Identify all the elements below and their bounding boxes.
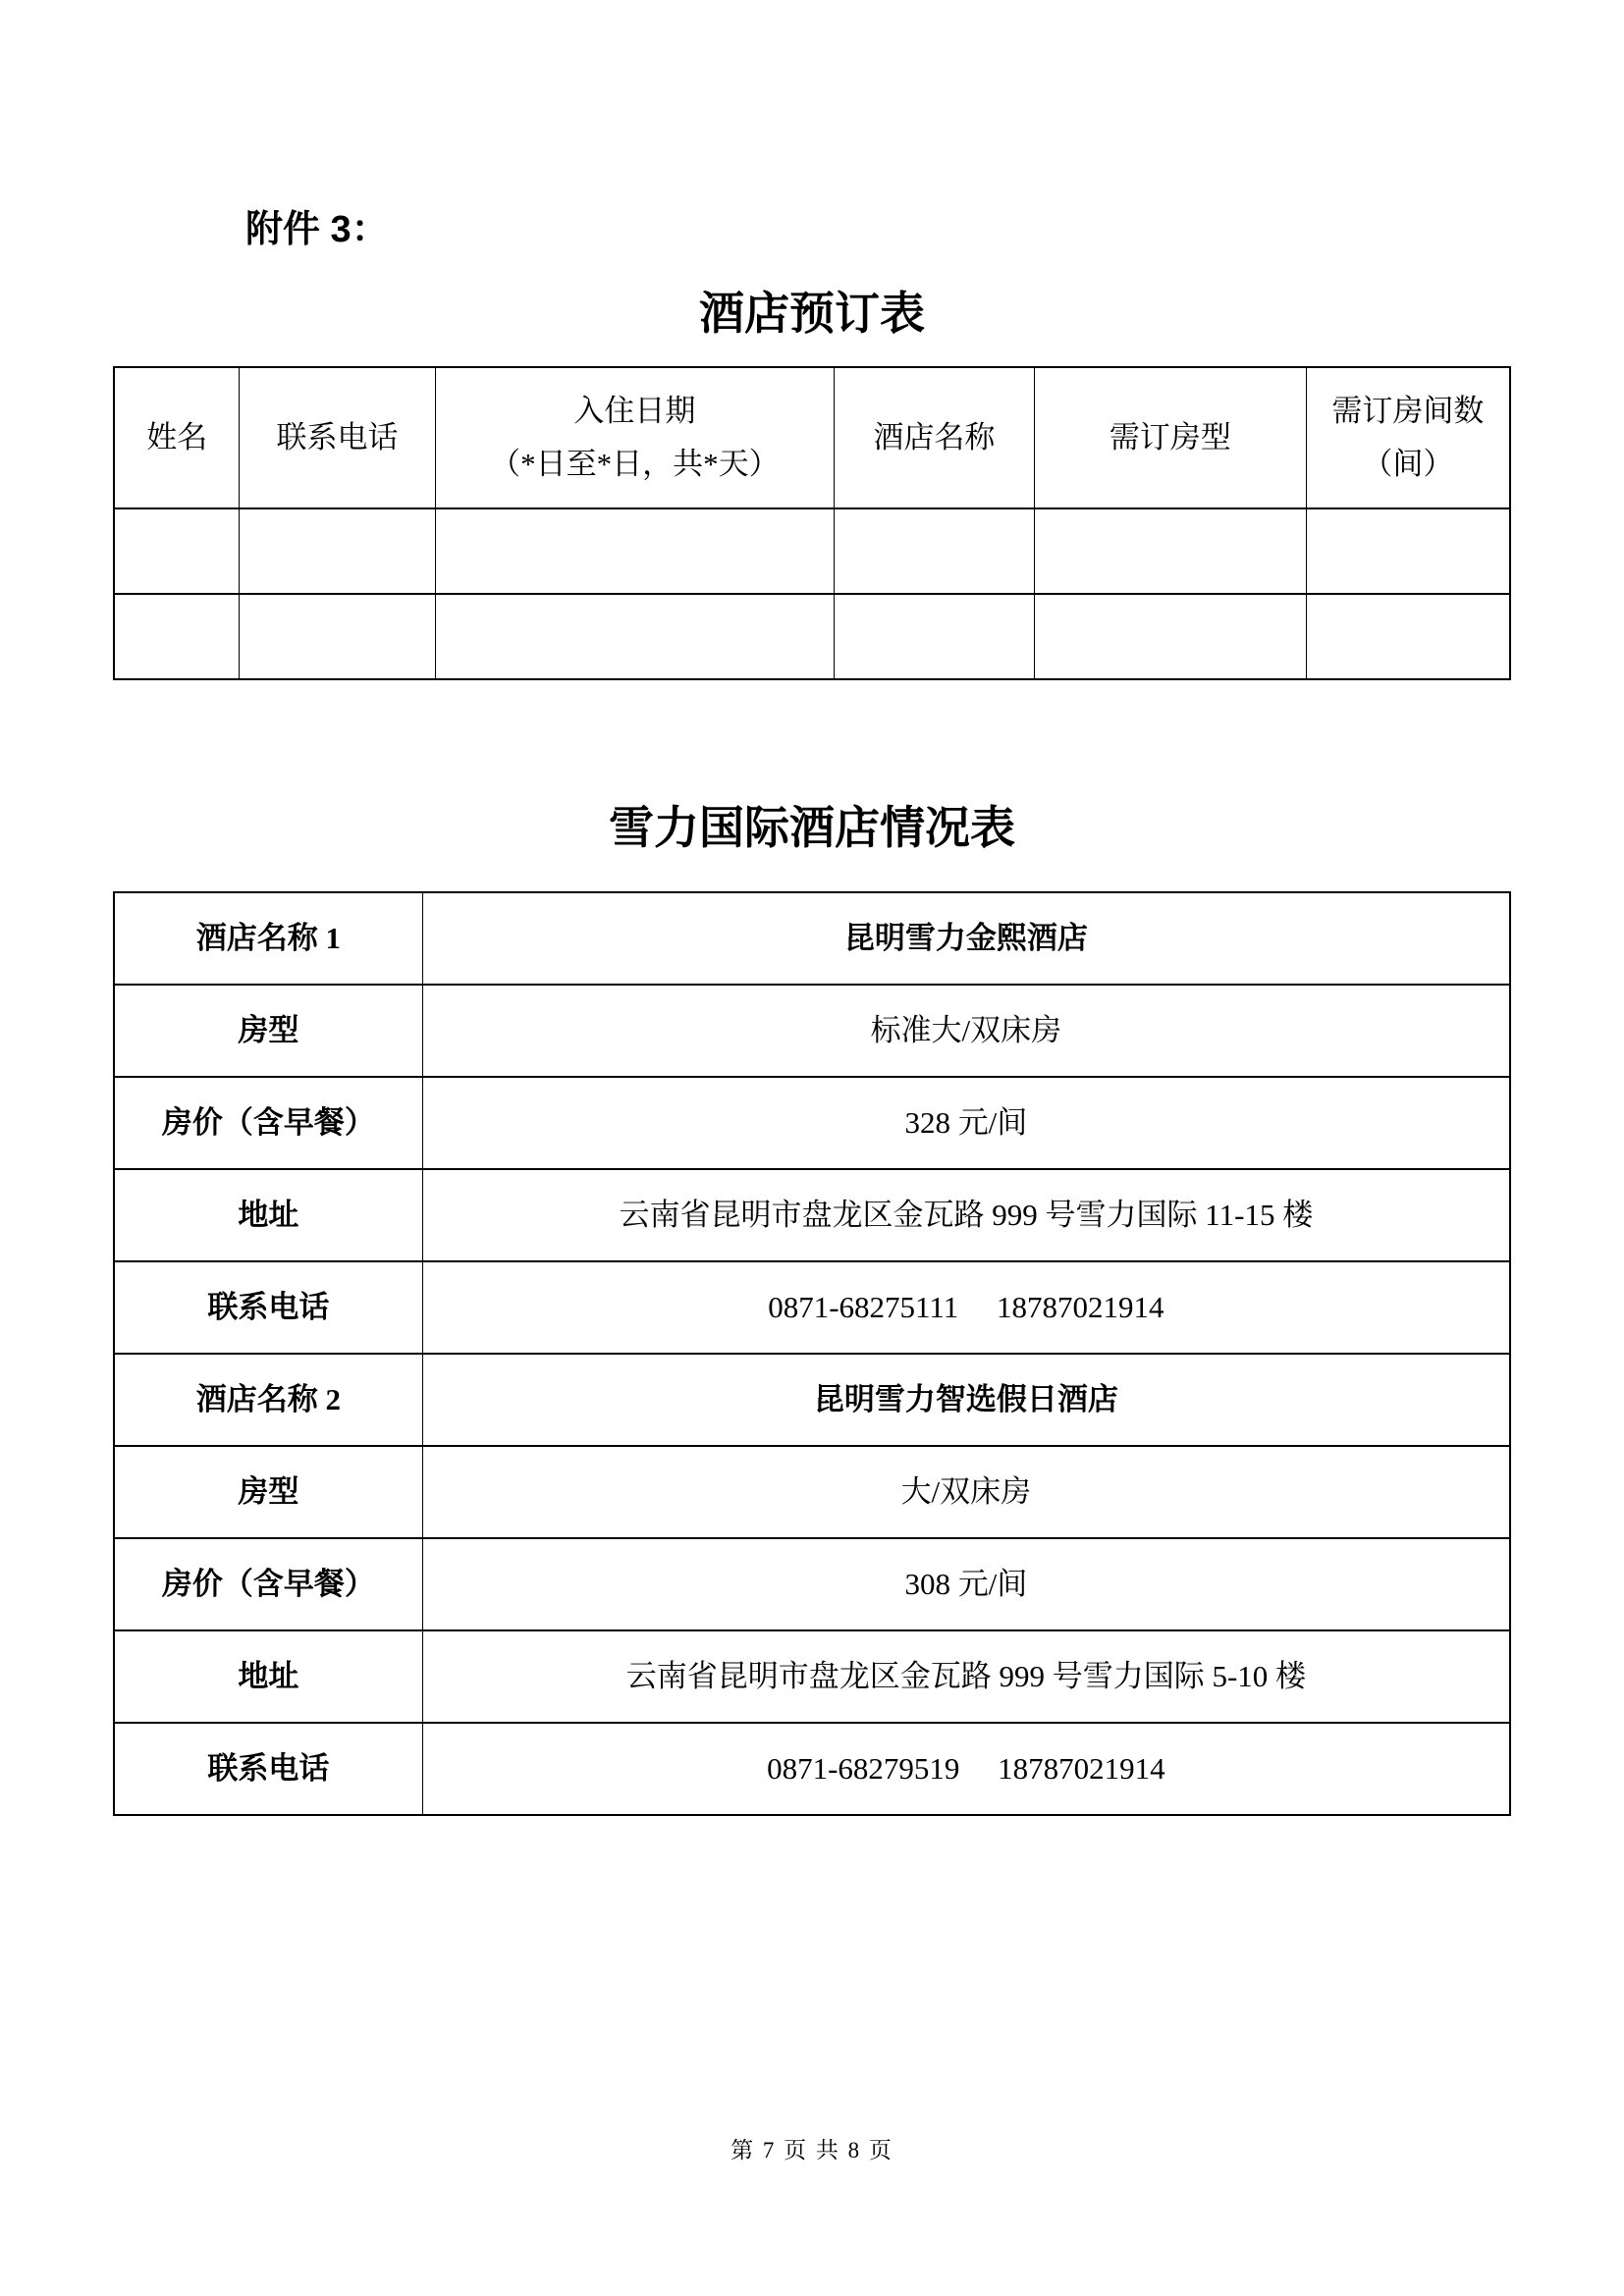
booking-header-row [114, 367, 1510, 508]
booking-table [113, 366, 1511, 680]
booking-header-label: 需订房间数 [1331, 393, 1485, 428]
booking-header-label: 姓名 [146, 419, 208, 454]
booking-table-body [114, 367, 1510, 679]
booking-empty-cell [435, 594, 835, 679]
hotel-info-row-7 [114, 1538, 1510, 1630]
booking-empty-cell [240, 594, 435, 679]
booking-empty-cell [114, 508, 240, 594]
booking-header-label: 入住日期 [573, 393, 696, 428]
booking-table-title: 酒店预订表 [699, 289, 925, 339]
hotel-info-row-label: 地址 [114, 1169, 422, 1261]
hotel-info-row-value: 308 元/间 [422, 1538, 1510, 1630]
hotel-info-row-label: 房型 [114, 1446, 422, 1538]
hotel-info-row-value: 0871-68275111 18787021914 [422, 1261, 1510, 1354]
booking-header-cell-1 [240, 367, 435, 508]
booking-header-label: 联系电话 [276, 419, 399, 454]
booking-header-label: 酒店名称 [873, 419, 996, 454]
hotel-info-row-value: 昆明雪力金熙酒店 [422, 892, 1510, 985]
hotel-info-row-label: 酒店名称 2 [114, 1354, 422, 1446]
hotel-info-row-9 [114, 1723, 1510, 1815]
hotel-info-table-body [114, 892, 1510, 1815]
hotel-info-row-3 [114, 1169, 1510, 1261]
hotel-info-row-6 [114, 1446, 1510, 1538]
attachment-label: 附件 3： [245, 209, 389, 250]
hotel-info-row-value: 328 元/间 [422, 1077, 1510, 1169]
hotel-info-row-value: 云南省昆明市盘龙区金瓦路 999 号雪力国际 5-10 楼 [422, 1630, 1510, 1723]
hotel-info-row-value: 0871-68279519 18787021914 [422, 1723, 1510, 1815]
booking-empty-cell [1306, 594, 1510, 679]
hotel-info-row-0 [114, 892, 1510, 985]
hotel-info-row-label: 酒店名称 1 [114, 892, 422, 985]
hotel-info-row-label: 房价（含早餐） [114, 1538, 422, 1630]
booking-header-cell-2 [435, 367, 835, 508]
booking-empty-cell [114, 594, 240, 679]
hotel-info-table [113, 891, 1511, 1816]
booking-empty-row-0 [114, 508, 1510, 594]
booking-header-cell-4 [1034, 367, 1306, 508]
hotel-info-row-value: 大/双床房 [422, 1446, 1510, 1538]
hotel-info-row-label: 房型 [114, 985, 422, 1077]
hotel-info-row-label: 房价（含早餐） [114, 1077, 422, 1169]
hotel-info-row-2 [114, 1077, 1510, 1169]
booking-empty-cell [835, 594, 1034, 679]
hotel-info-row-5 [114, 1354, 1510, 1446]
booking-header-subline: （*日至*日，共*天） [490, 447, 780, 481]
hotel-info-row-label: 联系电话 [114, 1723, 422, 1815]
hotel-info-row-value: 标准大/双床房 [422, 985, 1510, 1077]
hotel-info-row-value: 云南省昆明市盘龙区金瓦路 999 号雪力国际 11-15 楼 [422, 1169, 1510, 1261]
booking-header-cell-0 [114, 367, 240, 508]
hotel-info-row-value: 昆明雪力智选假日酒店 [422, 1354, 1510, 1446]
hotel-info-row-8 [114, 1630, 1510, 1723]
hotel-info-row-label: 地址 [114, 1630, 422, 1723]
page-footer: 第 7 页 共 8 页 [731, 2138, 893, 2163]
booking-header-label: 需订房型 [1109, 419, 1231, 454]
hotel-info-row-1 [114, 985, 1510, 1077]
booking-empty-cell [1034, 508, 1306, 594]
booking-empty-cell [1034, 594, 1306, 679]
hotel-info-row-4 [114, 1261, 1510, 1354]
booking-empty-row-1 [114, 594, 1510, 679]
hotel-info-table-title: 雪力国际酒店情况表 [609, 803, 1015, 853]
booking-empty-cell [240, 508, 435, 594]
booking-header-subline: （间） [1362, 447, 1454, 481]
booking-empty-cell [435, 508, 835, 594]
hotel-info-row-label: 联系电话 [114, 1261, 422, 1354]
booking-header-cell-3 [835, 367, 1034, 508]
booking-empty-cell [835, 508, 1034, 594]
booking-empty-cell [1306, 508, 1510, 594]
booking-header-cell-5 [1306, 367, 1510, 508]
